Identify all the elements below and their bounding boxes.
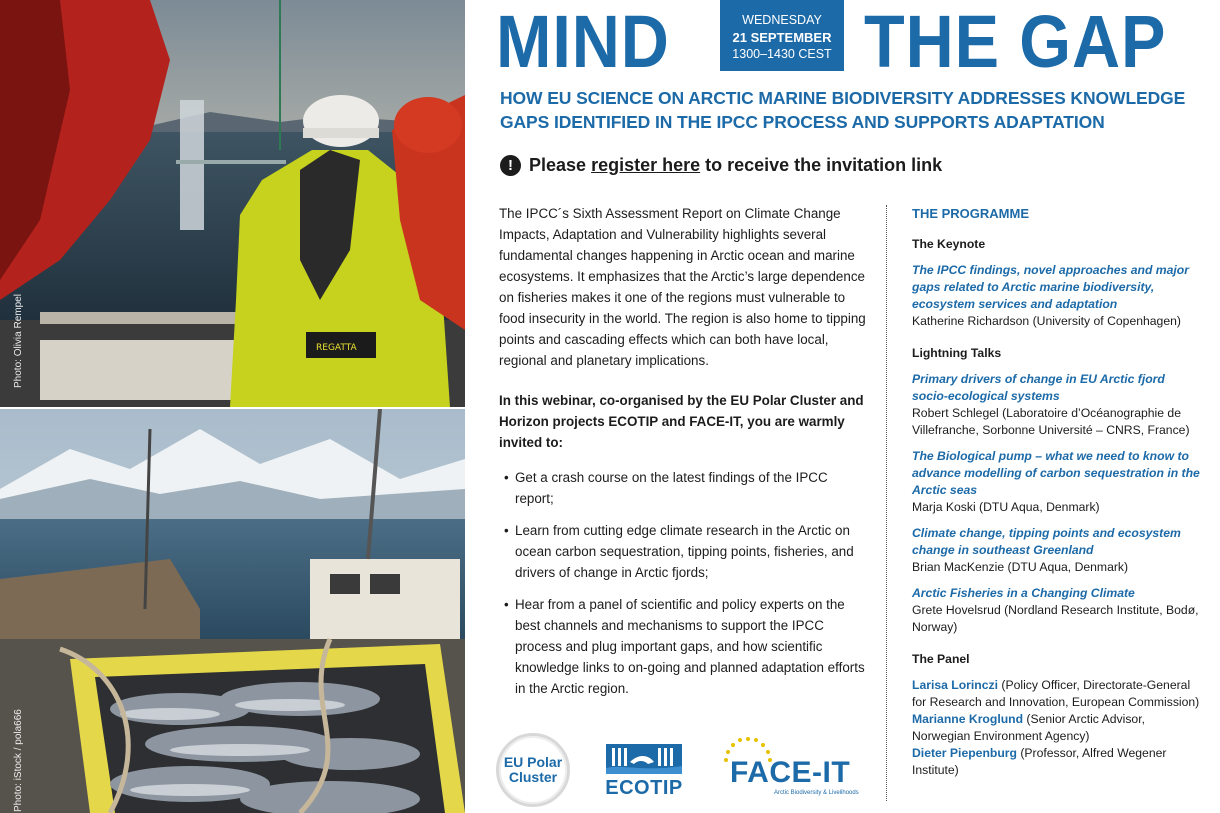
talk-title: Climate change, tipping points and ecosystem change in southeast Greenland [912,526,1181,557]
programme-column [912,205,1202,779]
panel-heading: The Panel [912,652,970,666]
photo-credit-bottom: Photo: iStock / pola666 [13,709,24,812]
register-prefix: Please [529,155,592,175]
panel-list [912,677,1202,779]
intro-paragraph: The IPCC´s Sixth Assessment Report on Climate Change Impacts, Adaptation and Vulnerability highlights several fundamental changes happening in Arctic ocean and marine ecosystems. It emphasizes that the Arctic’s large dependence on fisheries makes it one of the regions must vulnerable to food insecurity in the world. The region is also home to tipping points and cascading effects which can both have local, regional and planetary implications. [499,206,866,368]
talk-speaker: Marja Koski (DTU Aqua, Denmark) [912,500,1100,514]
bullet-item: • Get a crash course on the latest findings of the IPCC report; [499,467,869,509]
keynote-speaker: Katherine Richardson (University of Copenhagen) [912,314,1181,328]
photo-credit-top: Photo: Olivia Rempel [13,294,24,388]
talk-speaker: Brian MacKenzie (DTU Aqua, Denmark) [912,560,1129,574]
eu-polar-cluster-logo [496,733,570,807]
title-mind: MIND [496,0,670,83]
exclamation-icon: ! [500,155,521,176]
talk-speaker: Robert Schlegel (Laboratoire d’Océanographie de Villefranche, Sorbonne Université – CNRS, France) [912,406,1190,437]
subtitle-line-1: HOW EU SCIENCE ON ARCTIC MARINE BIODIVERSITY ADDRESSES KNOWLEDGE [500,88,1186,108]
polar-logo-line-1: EU Polar [503,754,563,770]
ecotip-wordmark: ECOTIP [605,777,683,799]
programme-title: THE PROGRAMME [912,206,1029,221]
subtitle [500,86,1200,134]
ecotip-logo [602,742,686,800]
panel-member-role: (Policy Officer, Directorate-General for Research and Innovation, European Commission) [912,678,1200,709]
bullet-list [499,467,869,699]
panel-member [912,677,1202,711]
face-it-logo [718,736,860,802]
panel-member-role: (Senior Arctic Advisor, Norwegian Environment Agency) [912,712,1145,743]
subtitle-line-2: GAPS IDENTIFIED IN THE IPCC PROCESS AND SUPPORTS ADAPTATION [500,112,1105,132]
bullet-item: • Learn from cutting edge climate research in the Arctic on ocean carbon sequestration, tipping points, fisheries, and drivers of change in Arctic fjords; [499,520,869,583]
keynote-heading: The Keynote [912,237,986,251]
register-callout [500,155,942,176]
talk-speaker: Grete Hovelsrud (Nordland Research Institute, Bodø, Norway) [912,603,1199,634]
talk-title: The Biological pump – what we need to know to advance modelling of carbon sequestration in the Arctic seas [912,449,1200,497]
talk-title: Arctic Fisheries in a Changing Climate [912,586,1135,600]
ecotip-graphic-icon [602,742,686,776]
face-it-tagline: Arctic Biodiversity & Livelihoods [774,790,859,796]
panel-member-name: Larisa Lorinczi [912,678,999,692]
bullet-item: • Hear from a panel of scientific and policy experts on the best channels and mechanisms to support the IPCC process and plug important gaps, and how scientific knowledge links to on-going and planned adaptation efforts in the Arctic region. [499,594,869,699]
register-here-link[interactable]: register here [591,155,701,175]
title-the-gap: THE GAP [864,0,1167,83]
date-day: WEDNESDAY [742,13,822,27]
column-divider [886,205,887,801]
photo-researchers-on-ship [0,0,465,407]
keynote-title: The IPCC findings, novel approaches and major gaps related to Arctic marine biodiversity, ecosystem services and adaptation [912,263,1189,311]
polar-logo-line-2: Cluster [508,769,558,785]
photo-fishing-boat-catch [0,409,465,813]
date-date: 21 SEPTEMBER [732,30,832,45]
svg-text:REGATTA: REGATTA [316,343,357,353]
panel-member-name: Dieter Piepenburg [912,746,1017,760]
date-badge [720,0,844,71]
talk-title: Primary drivers of change in EU Arctic fjord socio-ecological systems [912,372,1165,403]
lightning-heading: Lightning Talks [912,346,1002,360]
body-column [499,203,869,710]
register-suffix: to receive the invitation link [700,155,943,175]
panel-member-name: Marianne Kroglund [912,712,1024,726]
panel-member [912,711,1202,745]
face-it-wordmark: FACE-IT [730,756,851,789]
panel-member [912,745,1202,779]
panel-member-role: (Professor, Alfred Wegener Institute) [912,746,1167,777]
invite-paragraph: In this webinar, co-organised by the EU Polar Cluster and Horizon projects ECOTIP and FACE-IT, you are warmly invited to: [499,393,864,450]
register-text [529,155,942,176]
date-time: 1300–1430 CEST [732,47,832,61]
